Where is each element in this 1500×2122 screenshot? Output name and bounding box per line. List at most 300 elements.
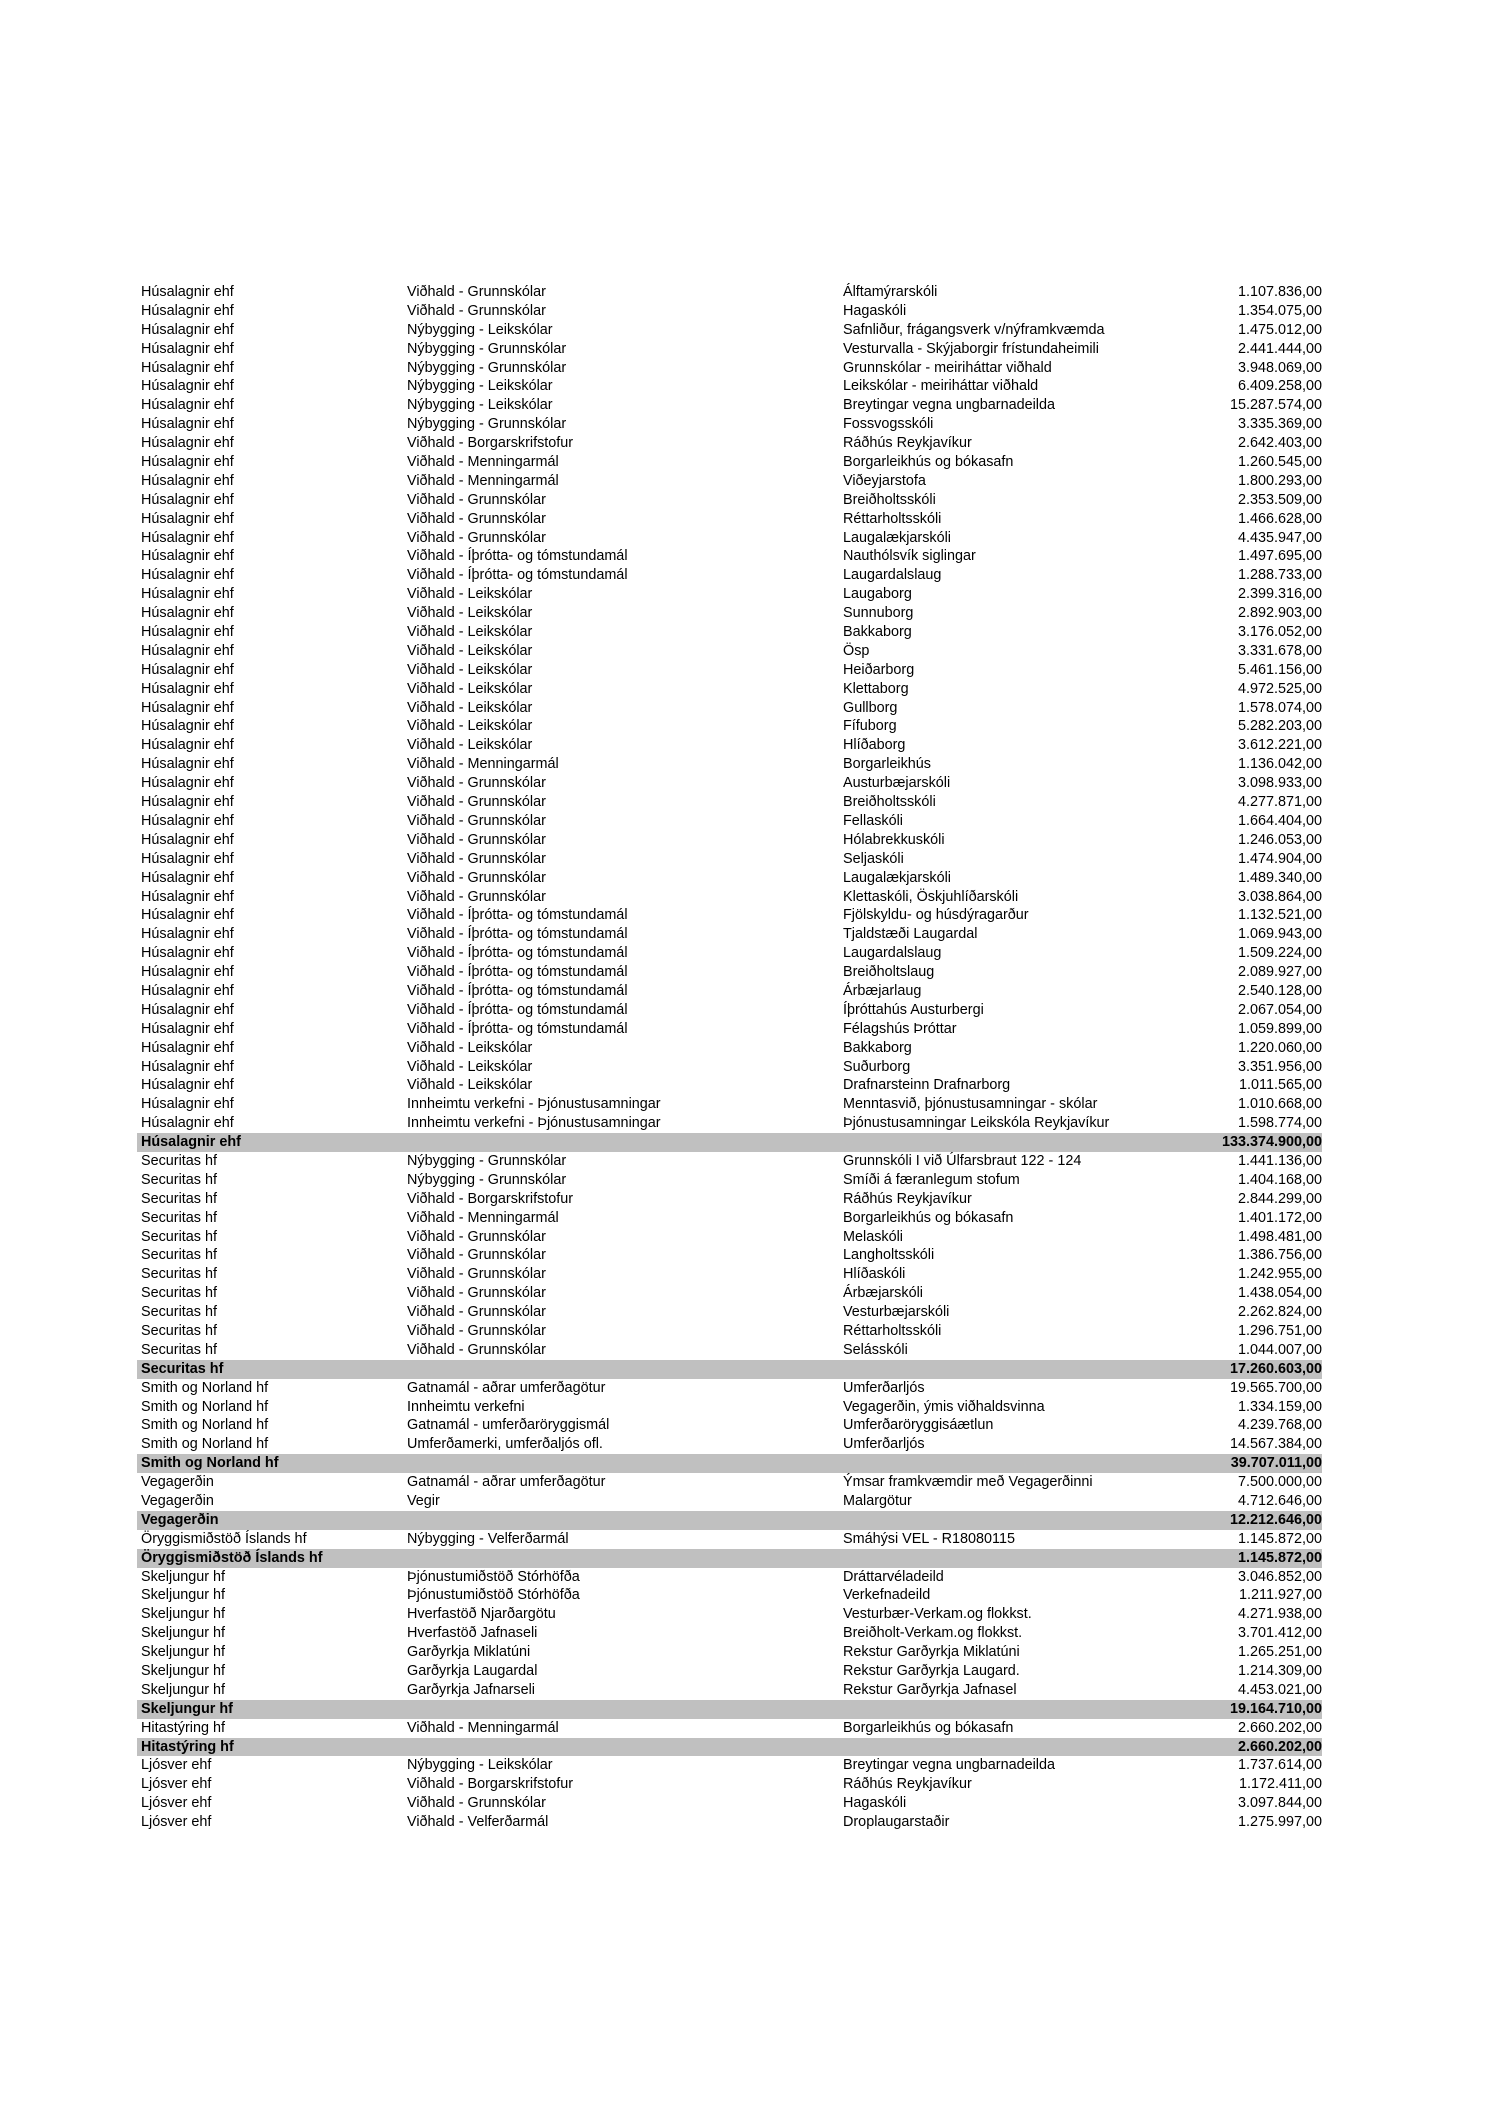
- vendor-cell: Húsalagnir ehf: [141, 624, 234, 641]
- vendor-cell: Ljósver ehf: [141, 1795, 212, 1812]
- vendor-cell: Securitas hf: [141, 1228, 217, 1245]
- project-cell: Þjónustusamningar Leikskóla Reykjavíkur: [843, 1115, 1110, 1132]
- category-cell: Viðhald - Íþrótta- og tómstundamál: [407, 1020, 628, 1037]
- category-cell: Þjónustumiðstöð Stórhöfða: [407, 1568, 580, 1585]
- amount-cell: 1.107.836,00: [1237, 284, 1322, 300]
- table-row: [137, 1605, 1322, 1624]
- category-cell: Viðhald - Íþrótta- og tómstundamál: [407, 907, 628, 924]
- category-cell: Viðhald - Leikskólar: [407, 718, 533, 735]
- table-row: [137, 1284, 1322, 1303]
- project-cell: Réttarholtsskóli: [843, 510, 942, 527]
- vendor-cell: Securitas hf: [141, 1322, 217, 1339]
- category-cell: Viðhald - Leikskólar: [407, 737, 533, 754]
- category-cell: Garðyrkja Miklatúni: [407, 1644, 531, 1661]
- project-cell: Breytingar vegna ungbarnadeilda: [843, 397, 1056, 414]
- vendor-cell: Húsalagnir ehf: [141, 321, 234, 338]
- amount-cell: 3.097.844,00: [1237, 1795, 1322, 1812]
- vendor-cell: Húsalagnir ehf: [141, 1020, 234, 1037]
- vendor-cell: Húsalagnir ehf: [141, 548, 234, 565]
- table-row: [137, 1379, 1322, 1398]
- amount-cell: 3.351.956,00: [1237, 1058, 1322, 1075]
- vendor-total-row: [137, 1133, 1322, 1152]
- amount-cell: 4.972.525,00: [1237, 680, 1322, 697]
- category-cell: Viðhald - Grunnskólar: [407, 510, 546, 527]
- table-row: [137, 1681, 1322, 1700]
- vendor-cell: Húsalagnir ehf: [141, 529, 234, 546]
- vendor-cell: Skeljungur hf: [141, 1606, 225, 1623]
- table-row: [137, 906, 1322, 925]
- project-cell: Borgarleikhús og bókasafn: [843, 1209, 1014, 1226]
- amount-cell: 1.211.927,00: [1239, 1587, 1322, 1604]
- table-row: [137, 510, 1322, 529]
- amount-cell: 1.578.074,00: [1237, 699, 1322, 716]
- vendor-cell: Smith og Norland hf: [141, 1398, 269, 1415]
- project-cell: Grunnskóli I við Úlfarsbraut 122 - 124: [843, 1152, 1082, 1169]
- category-cell: Viðhald - Velferðarmál: [407, 1814, 549, 1831]
- table-row: [137, 396, 1322, 415]
- project-cell: Seljaskóli: [843, 850, 904, 867]
- table-row: [137, 982, 1322, 1001]
- category-cell: Garðyrkja Jafnarseli: [407, 1681, 535, 1698]
- category-cell: Viðhald - Íþrótta- og tómstundamál: [407, 982, 628, 999]
- project-cell: Breiðholtsskóli: [843, 794, 936, 811]
- vendor-cell: Ljósver ehf: [141, 1776, 212, 1793]
- vendor-cell: Húsalagnir ehf: [141, 831, 234, 848]
- amount-cell: 1.466.628,00: [1237, 510, 1322, 527]
- project-cell: Árbæjarskóli: [843, 1285, 923, 1302]
- vendor-cell: Smith og Norland hf: [141, 1379, 269, 1396]
- category-cell: Garðyrkja Laugardal: [407, 1663, 538, 1680]
- table-row: [137, 1001, 1322, 1020]
- project-cell: Hlíðaskóli: [843, 1266, 906, 1283]
- category-cell: Viðhald - Grunnskólar: [407, 1795, 546, 1812]
- category-cell: Viðhald - Grunnskólar: [407, 1228, 546, 1245]
- vendor-cell: Húsalagnir ehf: [141, 926, 234, 943]
- vendor-cell: Securitas hf: [141, 1341, 217, 1358]
- vendor-cell: Smith og Norland hf: [141, 1417, 269, 1434]
- vendor-cell: Húsalagnir ehf: [141, 680, 234, 697]
- project-cell: Sunnuborg: [843, 605, 914, 622]
- table-row: [137, 755, 1322, 774]
- amount-cell: 7.500.000,00: [1237, 1474, 1322, 1491]
- project-cell: Breiðholtslaug: [843, 964, 935, 981]
- project-cell: Borgarleikhús og bókasafn: [843, 1719, 1014, 1736]
- table-row: [137, 1209, 1322, 1228]
- vendor-cell: Securitas hf: [141, 1266, 217, 1283]
- table-row: [137, 1530, 1322, 1549]
- project-cell: Umferðarljós: [843, 1379, 925, 1396]
- project-cell: Verkefnadeild: [843, 1587, 931, 1604]
- table-row: [137, 1076, 1322, 1095]
- category-cell: Nýbygging - Velferðarmál: [407, 1530, 569, 1547]
- project-cell: Rekstur Garðyrkja Laugard.: [843, 1663, 1020, 1680]
- project-cell: Álftamýrarskóli: [843, 284, 938, 300]
- project-cell: Umferðarljós: [843, 1436, 925, 1453]
- category-cell: Hverfastöð Jafnaseli: [407, 1625, 538, 1642]
- vendor-cell: Húsalagnir ehf: [141, 737, 234, 754]
- category-cell: Viðhald - Grunnskólar: [407, 812, 546, 829]
- vendor-cell: Húsalagnir ehf: [141, 1096, 234, 1113]
- table-row: [137, 1152, 1322, 1171]
- table-row: [137, 1190, 1322, 1209]
- vendor-cell: Húsalagnir ehf: [141, 510, 234, 527]
- vendor-cell: Securitas hf: [141, 1209, 217, 1226]
- project-cell: Vesturbær-Verkam.og flokkst.: [843, 1606, 1032, 1623]
- amount-cell: 2.844.299,00: [1237, 1190, 1322, 1207]
- amount-cell: 1.441.136,00: [1237, 1152, 1322, 1169]
- vendor-cell: Húsalagnir ehf: [141, 1115, 234, 1132]
- vendor-cell: Hitastýring hf: [141, 1738, 234, 1755]
- table-row: [137, 491, 1322, 510]
- amount-cell: 17.260.603,00: [1229, 1360, 1322, 1377]
- vendor-cell: Ljósver ehf: [141, 1757, 212, 1774]
- table-row: [137, 415, 1322, 434]
- category-cell: Nýbygging - Grunnskólar: [407, 416, 567, 433]
- category-cell: Viðhald - Íþrótta- og tómstundamál: [407, 964, 628, 981]
- project-cell: Ráðhús Reykjavíkur: [843, 1190, 972, 1207]
- vendor-cell: Húsalagnir ehf: [141, 605, 234, 622]
- vendor-cell: Húsalagnir ehf: [141, 1001, 234, 1018]
- amount-cell: 2.399.316,00: [1237, 586, 1322, 603]
- payments-table: [137, 283, 1322, 1832]
- amount-cell: 1.242.955,00: [1237, 1266, 1322, 1283]
- amount-cell: 1.438.054,00: [1237, 1285, 1322, 1302]
- amount-cell: 1.598.774,00: [1237, 1115, 1322, 1132]
- table-row: [137, 547, 1322, 566]
- table-row: [137, 1492, 1322, 1511]
- table-row: [137, 472, 1322, 491]
- table-row: [137, 1794, 1322, 1813]
- project-cell: Laugalækjarskóli: [843, 529, 951, 546]
- amount-cell: 1.059.899,00: [1237, 1020, 1322, 1037]
- category-cell: Umferðamerki, umferðaljós ofl.: [407, 1436, 603, 1453]
- category-cell: Viðhald - Íþrótta- og tómstundamál: [407, 945, 628, 962]
- table-row: [137, 1039, 1322, 1058]
- project-cell: Laugardalslaug: [843, 567, 942, 584]
- project-cell: Vegagerðin, ýmis viðhaldsvinna: [843, 1398, 1045, 1415]
- project-cell: Vesturvalla - Skýjaborgir frístundaheimili: [843, 340, 1099, 357]
- project-cell: Breiðholtsskóli: [843, 491, 936, 508]
- category-cell: Viðhald - Grunnskólar: [407, 1266, 546, 1283]
- amount-cell: 1.044.007,00: [1237, 1341, 1322, 1358]
- table-row: [137, 1473, 1322, 1492]
- table-row: [137, 1624, 1322, 1643]
- category-cell: Viðhald - Íþrótta- og tómstundamál: [407, 548, 628, 565]
- vendor-cell: Skeljungur hf: [141, 1681, 225, 1698]
- amount-cell: 1.800.293,00: [1237, 472, 1322, 489]
- table-row: [137, 888, 1322, 907]
- vendor-cell: Húsalagnir ehf: [141, 1058, 234, 1075]
- category-cell: Viðhald - Grunnskólar: [407, 831, 546, 848]
- amount-cell: 3.612.221,00: [1237, 737, 1322, 754]
- project-cell: Fellaskóli: [843, 812, 903, 829]
- vendor-cell: Securitas hf: [141, 1285, 217, 1302]
- category-cell: Viðhald - Grunnskólar: [407, 850, 546, 867]
- amount-cell: 2.353.509,00: [1237, 491, 1322, 508]
- vendor-cell: Húsalagnir ehf: [141, 567, 234, 584]
- project-cell: Breytingar vegna ungbarnadeilda: [843, 1757, 1056, 1774]
- table-row: [137, 1058, 1322, 1077]
- amount-cell: 1.145.872,00: [1237, 1549, 1322, 1566]
- category-cell: Innheimtu verkefni - Þjónustusamningar: [407, 1115, 661, 1132]
- vendor-total-row: [137, 1360, 1322, 1379]
- category-cell: Vegir: [407, 1493, 440, 1509]
- category-cell: Viðhald - Leikskólar: [407, 605, 533, 622]
- category-cell: Viðhald - Íþrótta- og tómstundamál: [407, 1001, 628, 1018]
- vendor-cell: Húsalagnir ehf: [141, 964, 234, 981]
- amount-cell: 1.401.172,00: [1237, 1209, 1322, 1226]
- project-cell: Ösp: [843, 642, 870, 659]
- vendor-cell: Húsalagnir ehf: [141, 1039, 234, 1056]
- vendor-cell: Húsalagnir ehf: [141, 888, 234, 905]
- table-row: [137, 1265, 1322, 1284]
- amount-cell: 1.246.053,00: [1237, 831, 1322, 848]
- vendor-cell: Húsalagnir ehf: [141, 1134, 241, 1151]
- amount-cell: 4.239.768,00: [1237, 1417, 1322, 1434]
- category-cell: Viðhald - Grunnskólar: [407, 775, 546, 792]
- amount-cell: 3.701.412,00: [1237, 1625, 1322, 1642]
- vendor-cell: Hitastýring hf: [141, 1719, 225, 1736]
- vendor-cell: Securitas hf: [141, 1247, 217, 1264]
- category-cell: Nýbygging - Grunnskólar: [407, 1152, 567, 1169]
- project-cell: Ýmsar framkvæmdir með Vegagerðinni: [843, 1474, 1093, 1491]
- vendor-cell: Húsalagnir ehf: [141, 642, 234, 659]
- amount-cell: 2.892.903,00: [1237, 605, 1322, 622]
- vendor-cell: Húsalagnir ehf: [141, 454, 234, 471]
- amount-cell: 1.220.060,00: [1237, 1039, 1322, 1056]
- amount-cell: 1.475.012,00: [1237, 321, 1322, 338]
- table-row: [137, 566, 1322, 585]
- vendor-cell: Húsalagnir ehf: [141, 359, 234, 376]
- project-cell: Umferðaröryggisáætlun: [843, 1417, 994, 1434]
- vendor-cell: Smith og Norland hf: [141, 1436, 269, 1453]
- table-row: [137, 1435, 1322, 1454]
- vendor-cell: Húsalagnir ehf: [141, 284, 234, 300]
- category-cell: Viðhald - Grunnskólar: [407, 1341, 546, 1358]
- amount-cell: 3.335.369,00: [1237, 416, 1322, 433]
- vendor-cell: Öryggismiðstöð Íslands hf: [141, 1549, 323, 1566]
- amount-cell: 1.069.943,00: [1237, 926, 1322, 943]
- table-row: [137, 1568, 1322, 1587]
- table-row: [137, 774, 1322, 793]
- project-cell: Drafnarsteinn Drafnarborg: [843, 1077, 1011, 1094]
- project-cell: Laugalækjarskóli: [843, 869, 951, 886]
- project-cell: Langholtsskóli: [843, 1247, 935, 1264]
- vendor-cell: Húsalagnir ehf: [141, 435, 234, 452]
- project-cell: Smáhýsi VEL - R18080115: [843, 1530, 1015, 1547]
- category-cell: Viðhald - Íþrótta- og tómstundamál: [407, 926, 628, 943]
- category-cell: Viðhald - Borgarskrifstofur: [407, 1776, 574, 1793]
- vendor-cell: Securitas hf: [141, 1304, 217, 1321]
- table-row: [137, 585, 1322, 604]
- project-cell: Menntasvið, þjónustusamningar - skólar: [843, 1096, 1098, 1113]
- amount-cell: 1.011.565,00: [1239, 1077, 1322, 1094]
- project-cell: Selásskóli: [843, 1341, 908, 1358]
- table-row: [137, 661, 1322, 680]
- table-row: [137, 321, 1322, 340]
- amount-cell: 2.262.824,00: [1237, 1304, 1322, 1321]
- amount-cell: 1.498.481,00: [1237, 1228, 1322, 1245]
- vendor-cell: Ljósver ehf: [141, 1814, 212, 1831]
- vendor-cell: Húsalagnir ehf: [141, 491, 234, 508]
- table-row: [137, 1416, 1322, 1435]
- table-row: [137, 850, 1322, 869]
- category-cell: Hverfastöð Njarðargötu: [407, 1606, 556, 1623]
- project-cell: Ráðhús Reykjavíkur: [843, 1776, 972, 1793]
- project-cell: Vesturbæjarskóli: [843, 1304, 950, 1321]
- table-row: [137, 359, 1322, 378]
- category-cell: Viðhald - Leikskólar: [407, 680, 533, 697]
- amount-cell: 1.288.733,00: [1237, 567, 1322, 584]
- amount-cell: 3.948.069,00: [1237, 359, 1322, 376]
- amount-cell: 1.737.614,00: [1237, 1757, 1322, 1774]
- category-cell: Viðhald - Leikskólar: [407, 661, 533, 678]
- table-row: [137, 302, 1322, 321]
- amount-cell: 1.132.521,00: [1237, 907, 1322, 924]
- vendor-cell: Skeljungur hf: [141, 1663, 225, 1680]
- table-row: [137, 1775, 1322, 1794]
- project-cell: Dráttarvéladeild: [843, 1568, 944, 1585]
- amount-cell: 1.404.168,00: [1237, 1171, 1322, 1188]
- vendor-cell: Vegagerðin: [141, 1511, 219, 1528]
- project-cell: Grunnskólar - meiriháttar viðhald: [843, 359, 1052, 376]
- table-row: [137, 812, 1322, 831]
- category-cell: Viðhald - Menningarmál: [407, 1209, 559, 1226]
- category-cell: Viðhald - Grunnskólar: [407, 1247, 546, 1264]
- amount-cell: 12.212.646,00: [1229, 1511, 1322, 1528]
- project-cell: Hlíðaborg: [843, 737, 906, 754]
- vendor-cell: Húsalagnir ehf: [141, 850, 234, 867]
- amount-cell: 1.474.904,00: [1237, 850, 1322, 867]
- table-row: [137, 869, 1322, 888]
- category-cell: Nýbygging - Grunnskólar: [407, 359, 567, 376]
- project-cell: Borgarleikhús: [843, 756, 931, 773]
- table-row: [137, 1662, 1322, 1681]
- table-row: [137, 283, 1322, 302]
- vendor-cell: Húsalagnir ehf: [141, 1077, 234, 1094]
- vendor-cell: Öryggismiðstöð Íslands hf: [141, 1530, 307, 1547]
- project-cell: Bakkaborg: [843, 1039, 912, 1056]
- category-cell: Viðhald - Grunnskólar: [407, 529, 546, 546]
- category-cell: Viðhald - Menningarmál: [407, 454, 559, 471]
- table-row: [137, 340, 1322, 359]
- project-cell: Viðeyjarstofa: [843, 472, 926, 489]
- amount-cell: 1.664.404,00: [1237, 812, 1322, 829]
- category-cell: Viðhald - Grunnskólar: [407, 1304, 546, 1321]
- vendor-cell: Skeljungur hf: [141, 1568, 225, 1585]
- category-cell: Viðhald - Leikskólar: [407, 586, 533, 603]
- table-row: [137, 1095, 1322, 1114]
- project-cell: Droplaugarstaðir: [843, 1814, 950, 1831]
- vendor-cell: Húsalagnir ehf: [141, 812, 234, 829]
- project-cell: Fossvogsskóli: [843, 416, 934, 433]
- category-cell: Viðhald - Grunnskólar: [407, 302, 546, 319]
- table-row: [137, 1756, 1322, 1775]
- amount-cell: 1.172.411,00: [1239, 1776, 1322, 1793]
- vendor-cell: Húsalagnir ehf: [141, 699, 234, 716]
- table-row: [137, 1398, 1322, 1417]
- amount-cell: 1.509.224,00: [1237, 945, 1322, 962]
- vendor-cell: Húsalagnir ehf: [141, 775, 234, 792]
- amount-cell: 4.712.646,00: [1237, 1493, 1322, 1509]
- project-cell: Árbæjarlaug: [843, 982, 922, 999]
- project-cell: Klettaborg: [843, 680, 909, 697]
- project-cell: Hagaskóli: [843, 302, 907, 319]
- amount-cell: 4.453.021,00: [1237, 1681, 1322, 1698]
- category-cell: Viðhald - Grunnskólar: [407, 794, 546, 811]
- amount-cell: 1.497.695,00: [1237, 548, 1322, 565]
- project-cell: Bakkaborg: [843, 624, 912, 641]
- amount-cell: 1.145.872,00: [1237, 1530, 1322, 1547]
- vendor-cell: Securitas hf: [141, 1171, 217, 1188]
- table-row: [137, 925, 1322, 944]
- project-cell: Suðurborg: [843, 1058, 911, 1075]
- category-cell: Viðhald - Leikskólar: [407, 642, 533, 659]
- project-cell: Breiðholt-Verkam.og flokkst.: [843, 1625, 1023, 1642]
- amount-cell: 4.277.871,00: [1237, 794, 1322, 811]
- table-row: [137, 1020, 1322, 1039]
- amount-cell: 1.275.997,00: [1237, 1814, 1322, 1831]
- vendor-cell: Húsalagnir ehf: [141, 907, 234, 924]
- project-cell: Borgarleikhús og bókasafn: [843, 454, 1014, 471]
- category-cell: Viðhald - Leikskólar: [407, 1077, 533, 1094]
- amount-cell: 2.660.202,00: [1237, 1738, 1322, 1755]
- category-cell: Viðhald - Grunnskólar: [407, 491, 546, 508]
- project-cell: Gullborg: [843, 699, 898, 716]
- vendor-cell: Húsalagnir ehf: [141, 472, 234, 489]
- category-cell: Viðhald - Borgarskrifstofur: [407, 1190, 574, 1207]
- project-cell: Íþróttahús Austurbergi: [843, 1001, 984, 1018]
- project-cell: Hagaskóli: [843, 1795, 907, 1812]
- amount-cell: 2.642.403,00: [1237, 435, 1322, 452]
- vendor-cell: Húsalagnir ehf: [141, 718, 234, 735]
- vendor-cell: Securitas hf: [141, 1360, 224, 1377]
- amount-cell: 2.067.054,00: [1237, 1001, 1322, 1018]
- category-cell: Viðhald - Menningarmál: [407, 1719, 559, 1736]
- project-cell: Fjölskyldu- og húsdýragarður: [843, 907, 1029, 924]
- vendor-cell: Skeljungur hf: [141, 1700, 233, 1717]
- amount-cell: 6.409.258,00: [1237, 378, 1322, 395]
- table-row: [137, 1586, 1322, 1605]
- amount-cell: 3.046.852,00: [1237, 1568, 1322, 1585]
- project-cell: Fífuborg: [843, 718, 897, 735]
- table-row: [137, 1643, 1322, 1662]
- project-cell: Klettaskóli, Öskjuhlíðarskóli: [843, 888, 1019, 905]
- project-cell: Malargötur: [843, 1493, 912, 1509]
- vendor-cell: Húsalagnir ehf: [141, 416, 234, 433]
- category-cell: Viðhald - Menningarmál: [407, 756, 559, 773]
- amount-cell: 5.461.156,00: [1237, 661, 1322, 678]
- category-cell: Viðhald - Grunnskólar: [407, 1322, 546, 1339]
- project-cell: Laugardalslaug: [843, 945, 942, 962]
- amount-cell: 2.660.202,00: [1237, 1719, 1322, 1736]
- table-row: [137, 831, 1322, 850]
- table-row: [137, 604, 1322, 623]
- table-row: [137, 642, 1322, 661]
- category-cell: Nýbygging - Leikskólar: [407, 1757, 553, 1774]
- table-row: [137, 699, 1322, 718]
- vendor-cell: Húsalagnir ehf: [141, 586, 234, 603]
- table-row: [137, 1114, 1322, 1133]
- table-row: [137, 377, 1322, 396]
- category-cell: Nýbygging - Leikskólar: [407, 397, 553, 414]
- project-cell: Leikskólar - meiriháttar viðhald: [843, 378, 1039, 395]
- table-row: [137, 736, 1322, 755]
- amount-cell: 1.386.756,00: [1237, 1247, 1322, 1264]
- amount-cell: 19.164.710,00: [1229, 1700, 1322, 1717]
- vendor-total-row: [137, 1511, 1322, 1530]
- table-row: [137, 1341, 1322, 1360]
